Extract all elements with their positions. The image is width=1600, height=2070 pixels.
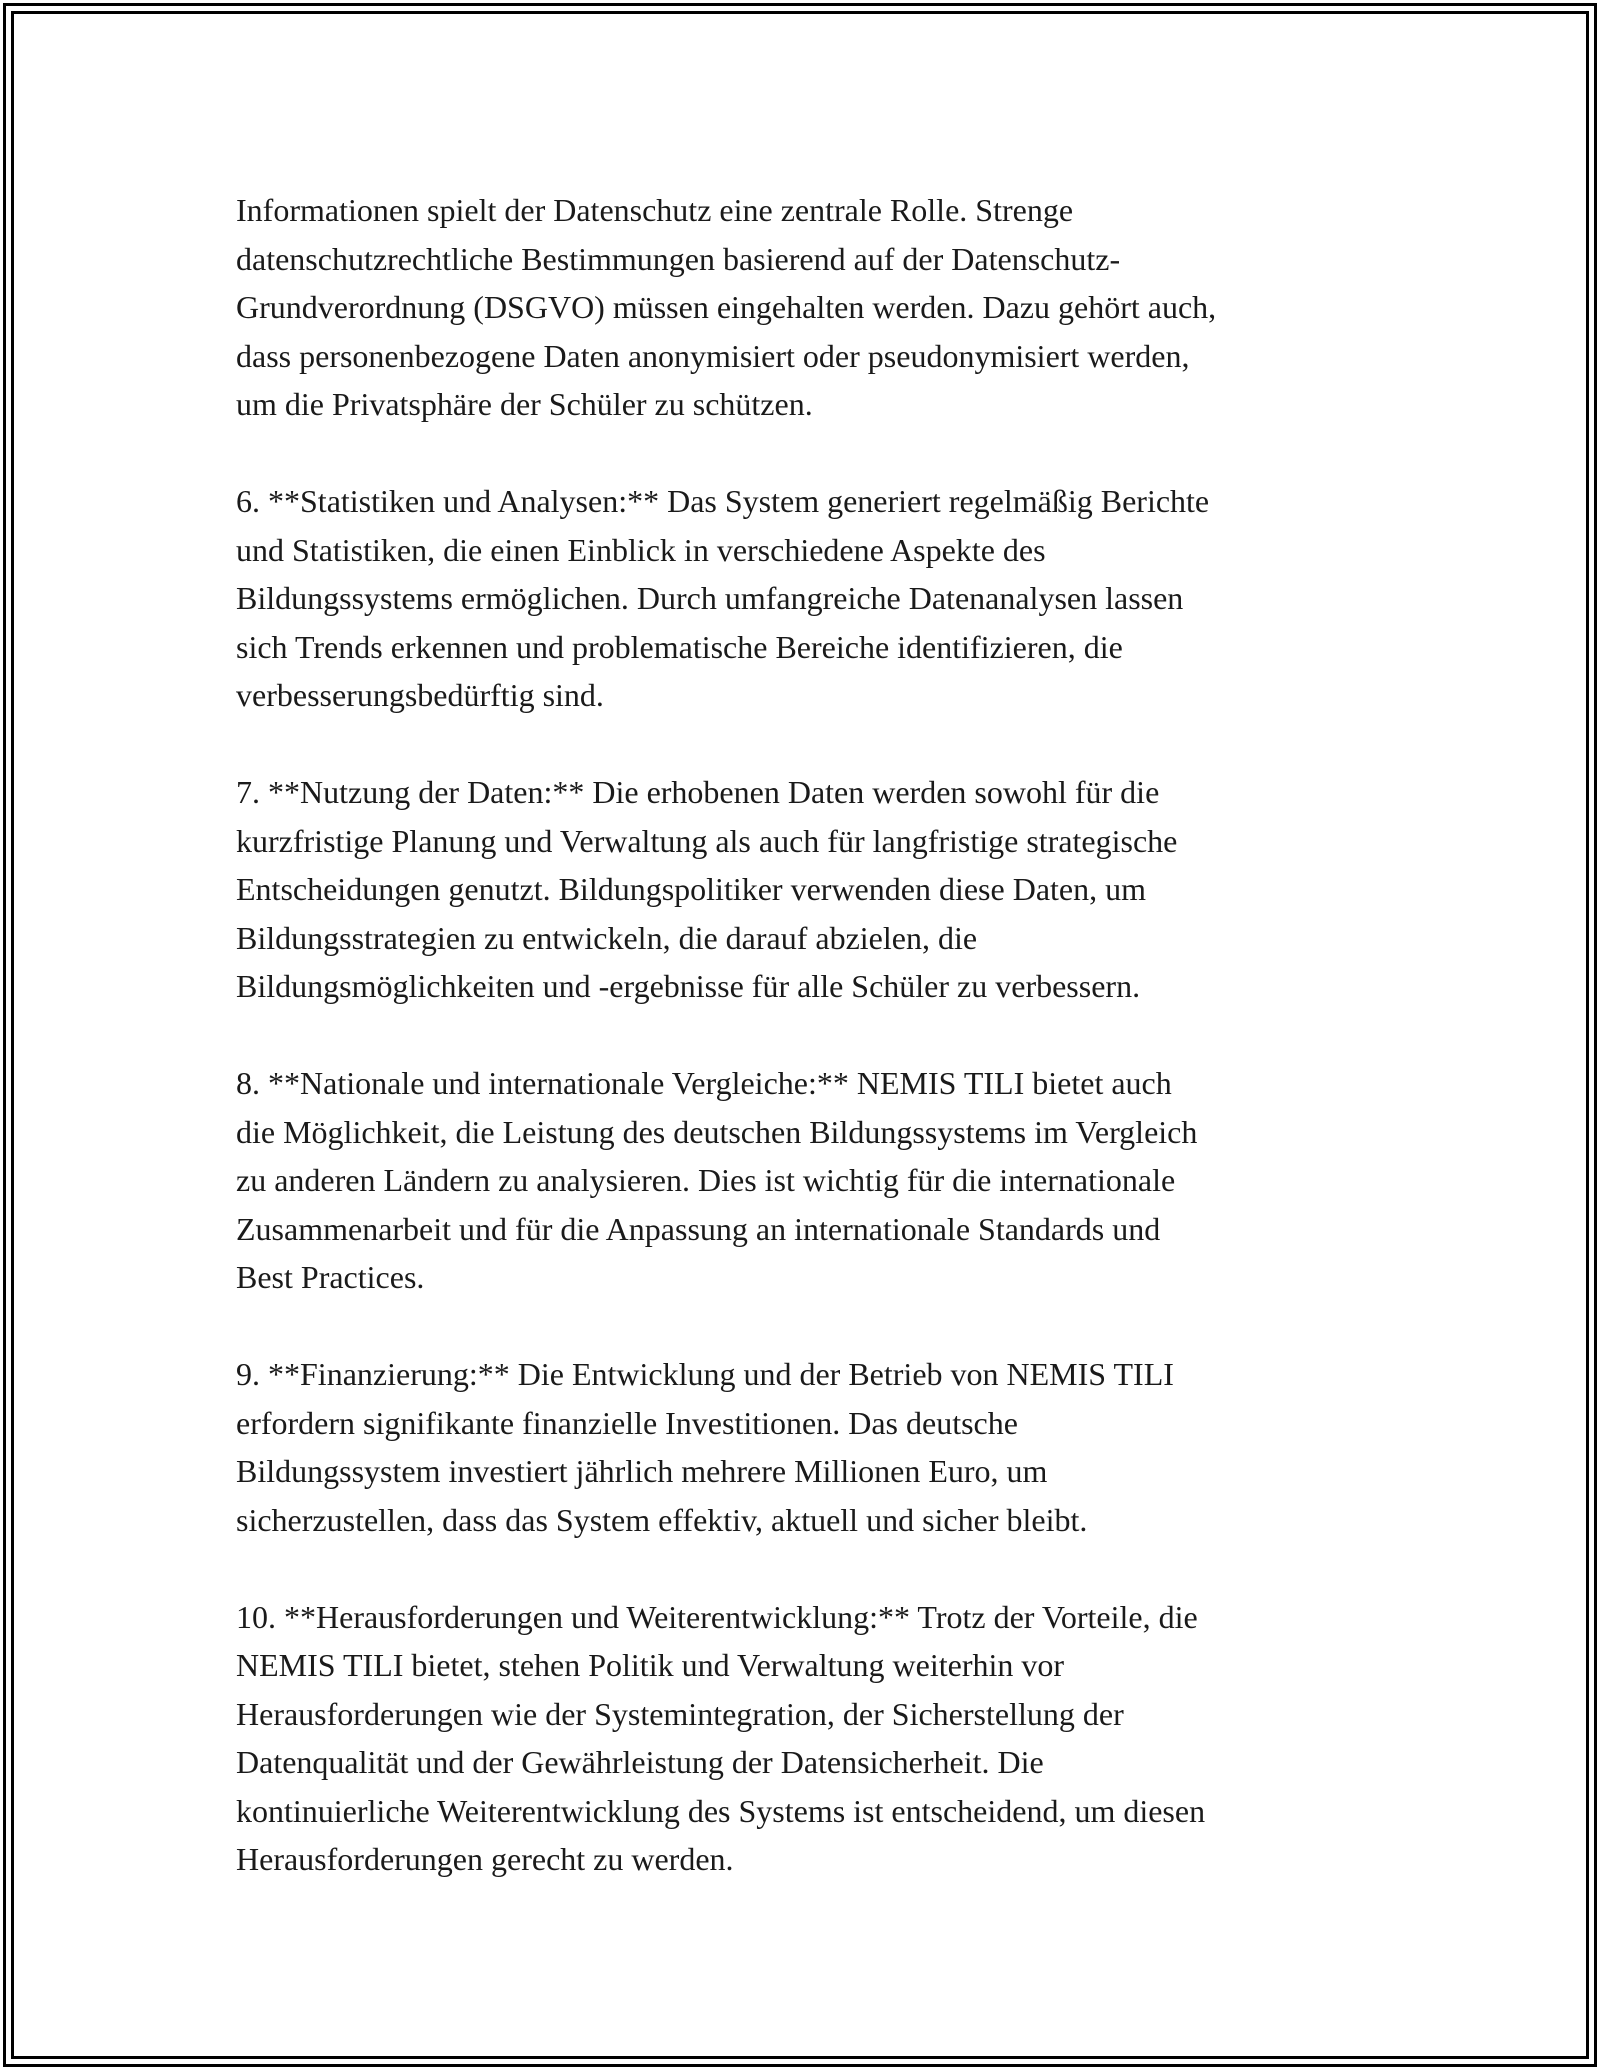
paragraph-comparisons: 8. **Nationale und internationale Vergleiche:** NEMIS TILI bietet auch die Möglichkeit, die Leistung des deutschen Bildungssystems im Vergleich zu anderen Ländern zu analysieren. Dies ist wichtig für die internationale Zusammenarbeit und für die Anpassung an internationale Standards und Best Practices. xyxy=(236,1065,1198,1295)
document-body xyxy=(236,186,1386,1932)
paragraph-data-usage: 7. **Nutzung der Daten:** Die erhobenen Daten werden sowohl für die kurzfristige Planung und Verwaltung als auch für langfristige strategische Entscheidungen genutzt. Bildungspolitiker verwenden diese Daten, um Bildungsstrategien zu entwickeln, die darauf abzielen, die Bildungsmöglichkeiten und -ergebnisse für alle Schüler zu verbessern. xyxy=(236,774,1178,1004)
paragraph-financing: 9. **Finanzierung:** Die Entwicklung und der Betrieb von NEMIS TILI erfordern signifikante finanzielle Investitionen. Das deutsche Bildungssystem investiert jährlich mehrere Millionen Euro, um sicherzustellen, dass das System effektiv, aktuell und sicher bleibt. xyxy=(236,1356,1174,1538)
paragraph-statistics: 6. **Statistiken und Analysen:** Das System generiert regelmäßig Berichte und Statistiken, die einen Einblick in verschiedene Aspekte des Bildungssystems ermöglichen. Durch umfangreiche Datenanalysen lassen sich Trends erkennen und problematische Bereiche identifizieren, die verbesserungsbedürftig sind. xyxy=(236,483,1210,713)
paragraph-data-protection: Informationen spielt der Datenschutz eine zentrale Rolle. Strenge datenschutzrechtliche Bestimmungen basierend auf der Datenschutz- Grundverordnung (DSGVO) müssen eingehalten werden. Dazu gehört auch, dass personenbezogene Daten anonymisiert oder pseudonymisiert werden, um die Privatsphäre der Schüler zu schützen. xyxy=(236,192,1217,422)
paragraph-challenges: 10. **Herausforderungen und Weiterentwicklung:** Trotz der Vorteile, die NEMIS TILI bietet, stehen Politik und Verwaltung weiterhin vor Herausforderungen wie der Systemintegration, der Sicherstellung der Datenqualität und der Gewährleistung der Datensicherheit. Die kontinuierliche Weiterentwicklung des Systems ist entscheidend, um diesen Herausforderungen gerecht zu werden. xyxy=(236,1598,1206,1877)
